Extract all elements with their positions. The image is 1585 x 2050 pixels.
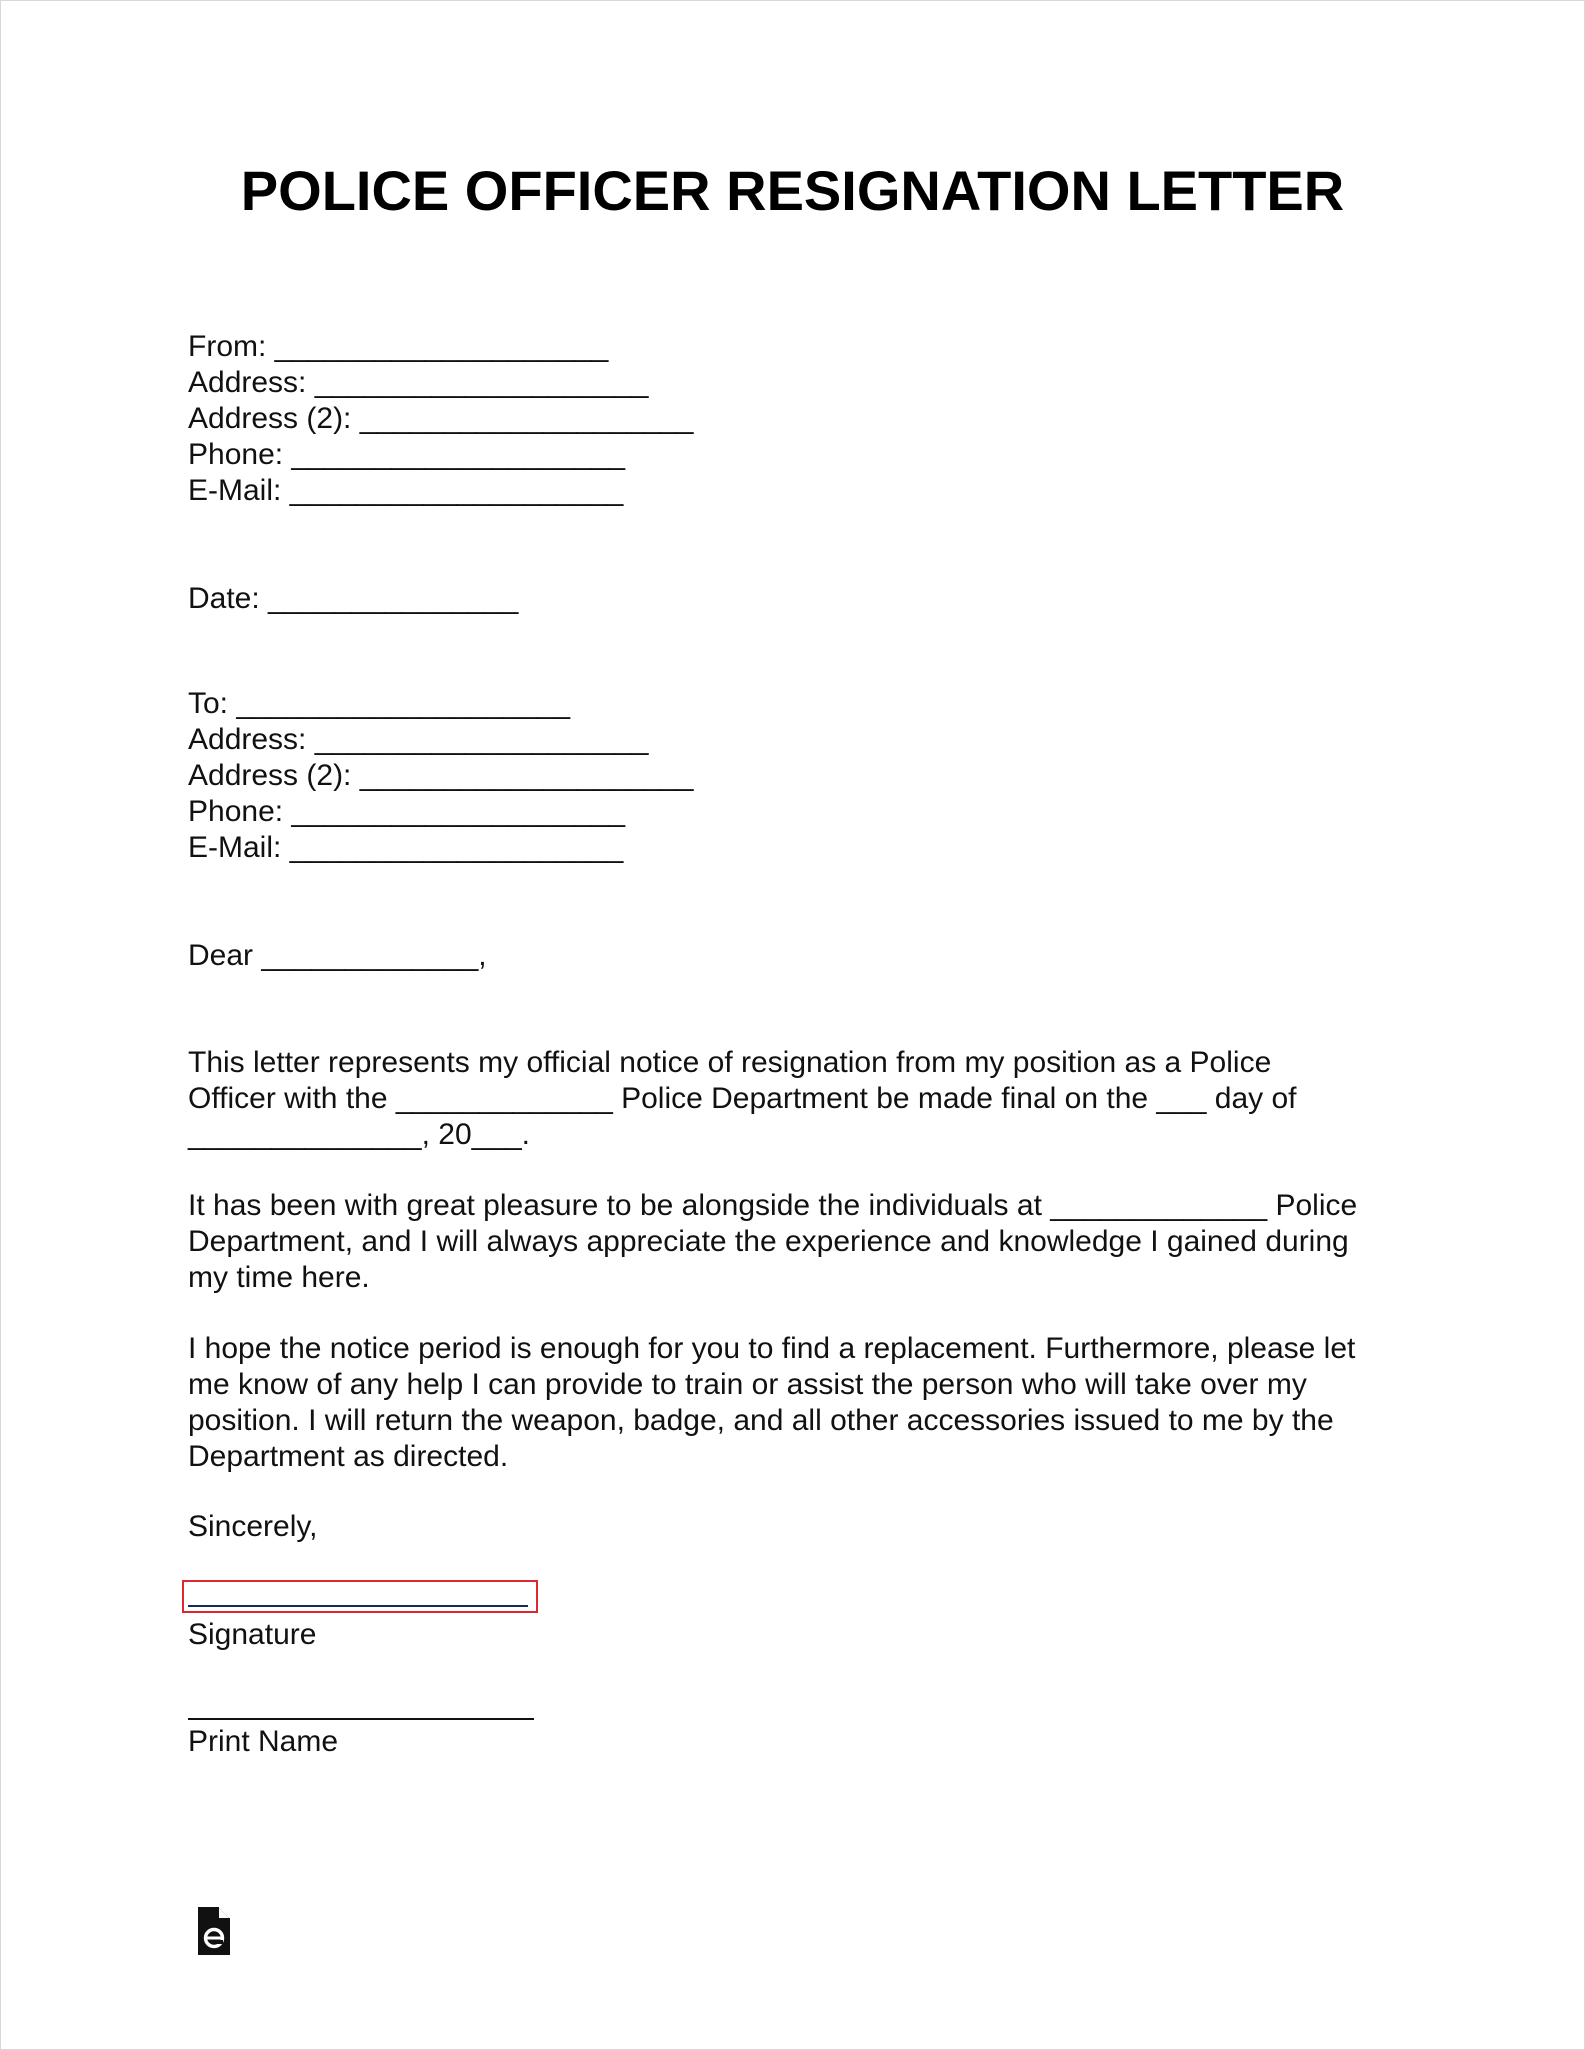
paragraph-line: Department as directed.: [188, 1440, 509, 1473]
to-address2-field[interactable]: Address (2): ____________________: [188, 759, 694, 792]
print-name-line[interactable]: [188, 1718, 534, 1720]
signature-label-block: [188, 1617, 1438, 1653]
paragraph-line: It has been with great pleasure to be alongside the individuals at _____________ Police: [188, 1189, 1358, 1222]
paragraph-transition: [188, 1331, 1428, 1475]
date-block: [188, 581, 1438, 617]
closing-block: [188, 1509, 1438, 1545]
paragraph-appreciation: [188, 1188, 1428, 1296]
print-name-label-block: [188, 1724, 1438, 1760]
paragraph-line: Officer with the _____________ Police Department be made final on the ___ day of: [188, 1082, 1297, 1115]
signature-field[interactable]: [182, 1580, 538, 1613]
paragraph-line: ______________, 20___.: [188, 1118, 531, 1151]
signature-line: [188, 1605, 528, 1607]
from-field[interactable]: From: ____________________: [188, 330, 609, 363]
paragraph-line: me know of any help I can provide to train or assist the person who will take over my: [188, 1368, 1307, 1401]
recipient-info-block: [188, 686, 1438, 866]
from-address-field[interactable]: Address: ____________________: [188, 366, 649, 399]
sender-info-block: [188, 329, 1438, 509]
to-phone-field[interactable]: Phone: ____________________: [188, 795, 626, 828]
date-field[interactable]: Date: _______________: [188, 582, 519, 615]
paragraph-line: I hope the notice period is enough for you to find a replacement. Furthermore, please let: [188, 1332, 1356, 1365]
paragraph-line: position. I will return the weapon, badge, and all other accessories issued to me by the: [188, 1404, 1334, 1437]
esign-logo-icon: [196, 1905, 232, 1957]
paragraph-line: Department, and I will always appreciate the experience and knowledge I gained during: [188, 1225, 1349, 1258]
salutation-block: [188, 938, 1438, 974]
salutation[interactable]: Dear _____________,: [188, 939, 487, 972]
to-field[interactable]: To: ____________________: [188, 687, 571, 720]
from-email-field[interactable]: E-Mail: ____________________: [188, 474, 624, 507]
paragraph-resignation-notice: [188, 1045, 1428, 1153]
closing: Sincerely,: [188, 1510, 318, 1543]
to-address-field[interactable]: Address: ____________________: [188, 723, 649, 756]
print-name-label: Print Name: [188, 1725, 339, 1758]
to-email-field[interactable]: E-Mail: ____________________: [188, 831, 624, 864]
from-address2-field[interactable]: Address (2): ____________________: [188, 402, 694, 435]
from-phone-field[interactable]: Phone: ____________________: [188, 438, 626, 471]
paragraph-line: my time here.: [188, 1261, 370, 1294]
paragraph-line: This letter represents my official notice of resignation from my position as a Police: [188, 1046, 1272, 1079]
signature-label: Signature: [188, 1618, 317, 1651]
letter-title: POLICE OFFICER RESIGNATION LETTER: [240, 159, 1345, 222]
